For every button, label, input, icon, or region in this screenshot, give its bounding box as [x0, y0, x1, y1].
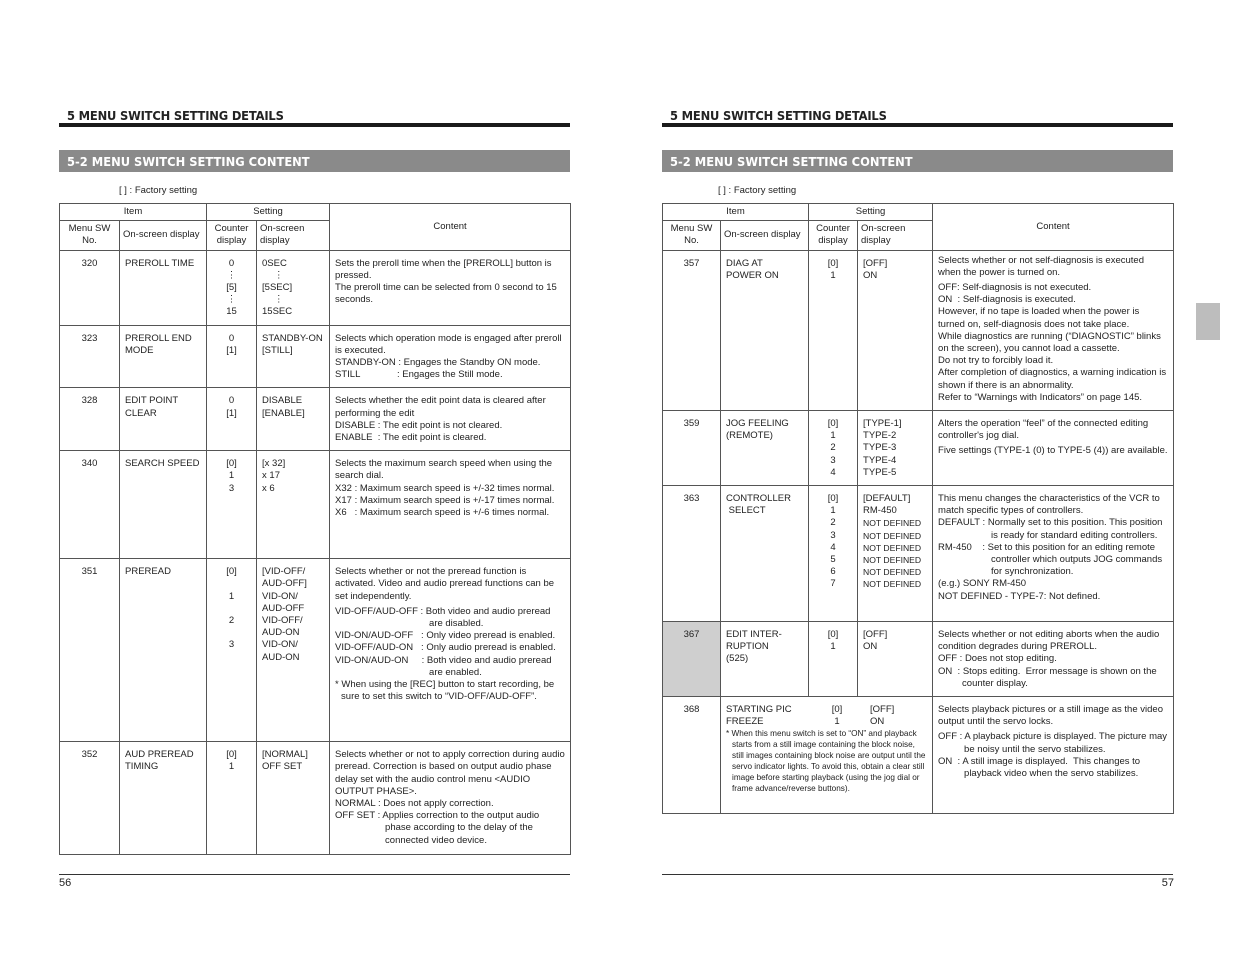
page-number-right: 57	[1161, 877, 1174, 889]
setting-display-values: [OFF] ON	[858, 622, 933, 697]
factory-setting-note: [ ] : Factory setting	[119, 185, 198, 196]
subsection-title: 5-2 MENU SWITCH SETTING CONTENT	[670, 154, 913, 169]
chapter-side-tab	[1196, 303, 1220, 340]
content-description: Selects whether the edit point data is cleared after performing the edit DISABLE : The edit point is not cleared. ENABLE : The edit point is cleared.	[330, 388, 571, 451]
setting-display-values: STANDBY-ON [STILL]	[257, 325, 330, 388]
header-content: Content	[933, 204, 1174, 251]
item-display: SEARCH SPEED	[120, 451, 207, 559]
section-rule	[59, 123, 570, 127]
menu-sw-number: 352	[60, 742, 120, 855]
menu-sw-number: 357	[663, 250, 721, 410]
setting-display-values: 0SEC ⋮ [5SEC] ⋮ 15SEC	[257, 250, 330, 325]
counter-values: [0] 1 2 3 4	[809, 411, 858, 486]
counter-values: [0] 1 2 3 4 5 6 7	[809, 486, 858, 622]
table-row	[60, 388, 571, 451]
section-title: 5 MENU SWITCH SETTING DETAILS	[67, 108, 284, 123]
header-setting: Setting	[809, 204, 933, 221]
item-display: PREROLL END MODE	[120, 325, 207, 388]
setting-display-values: [TYPE-1] TYPE-2 TYPE-3 TYPE-4 TYPE-5	[858, 411, 933, 486]
setting-display-values: [VID-OFF/ AUD-OFF] VID-ON/ AUD-OFF VID-OFF/ AUD-ON VID-ON/ AUD-ON	[257, 559, 330, 742]
header-on-screen-display-setting: On-screen display	[858, 221, 933, 250]
subsection-title: 5-2 MENU SWITCH SETTING CONTENT	[67, 154, 310, 169]
menu-sw-number: 368	[663, 697, 721, 814]
left-page	[59, 0, 571, 954]
counter-values: [0] 1	[809, 622, 858, 697]
item-display: DIAG AT POWER ON	[721, 250, 809, 410]
item-display: STARTING PIC FREEZE [0] 1 [OFF] ON * When this menu switch is set to “ON” and playback starts from a still image containing the block noise, still images containing block noise are output until the servo indicator lights. To avoid this, obtain a clear still image before starting playback (using the jog dial or frame advance/reverse buttons).	[721, 697, 933, 814]
counter-values: 0 ⋮ [5] ⋮ 15	[207, 250, 257, 325]
setting-display-values: [NORMAL] OFF SET	[257, 742, 330, 855]
table-row	[60, 451, 571, 559]
header-content: Content	[330, 204, 571, 251]
usage-note: * When this menu switch is set to “ON” and playback starts from a still image containing the block noise, still images containing block noise are output until the servo indicator lights. To avoid this, obtain a clear still image before starting playback (using the jog dial or frame advance/reverse buttons).	[726, 729, 926, 794]
menu-sw-number: 323	[60, 325, 120, 388]
item-display: EDIT POINT CLEAR	[120, 388, 207, 451]
section-rule	[662, 123, 1173, 127]
content-description: Selects whether or not editing aborts when the audio condition degrades during PREROLL. OFF : Does not stop editing. ON : Stops editing. Error message is shown on the counter display.	[933, 622, 1174, 697]
table-row	[60, 559, 571, 742]
table-row	[60, 742, 571, 855]
item-display: PREROLL TIME	[120, 250, 207, 325]
menu-sw-number: 320	[60, 250, 120, 325]
factory-setting-note: [ ] : Factory setting	[718, 185, 797, 196]
setting-display-values: [x 32] x 17 x 6	[257, 451, 330, 559]
menu-sw-number: 340	[60, 451, 120, 559]
setting-display-values: [OFF] ON	[858, 250, 933, 410]
content-description: Selects whether or not self-diagnosis is executed when the power is turned on. OFF: Self-diagnosis is not executed. ON : Self-diagnosis is executed. However, if no tape is loaded when the power is turned on, self-diagnosis does not take place. While diagnostics are running (“DIAGNOSTIC” blinks on the screen), you cannot load a cassette. Do not try to forcibly load it. After completion of diagnostics, a warning indication is shown if there is an abnormality. Refer to “Warnings with Indicators” on page 145.	[933, 250, 1174, 410]
header-menu-sw-no: Menu SW No.	[663, 221, 721, 250]
header-counter-display: Counter display	[809, 221, 858, 250]
menu-sw-number: 359	[663, 411, 721, 486]
menu-sw-number: 328	[60, 388, 120, 451]
footer-rule	[59, 874, 570, 875]
footer-rule	[662, 874, 1173, 875]
menu-switch-table-left	[59, 203, 571, 855]
right-page	[662, 0, 1174, 954]
table-row	[663, 697, 1174, 814]
menu-sw-number: 351	[60, 559, 120, 742]
counter-values: 0 [1]	[207, 388, 257, 451]
subsection-bar	[662, 150, 1173, 172]
content-description: This menu changes the characteristics of the VCR to match specific types of controllers. DEFAULT : Normally set to this position. This position is ready for standard editing controllers. RM-450 : Set to this position for an editing remote controller which outputs JOG commands for synchronization. (e.g.) SONY RM-450 NOT DEFINED - TYPE-7: Not defined.	[933, 486, 1174, 622]
section-title: 5 MENU SWITCH SETTING DETAILS	[670, 108, 887, 123]
counter-values: [0] 1 2 3	[207, 559, 257, 742]
setting-display-values: [DEFAULT] RM-450 NOT DEFINED NOT DEFINED NOT DEFINED NOT DEFINED NOT DEFINED NOT DEFINED	[858, 486, 933, 622]
content-description: Sets the preroll time when the [PREROLL] button is pressed. The preroll time can be selected from 0 second to 15 seconds.	[330, 250, 571, 325]
content-description: Selects playback pictures or a still image as the video output until the servo locks. OFF : A playback picture is displayed. The picture may be noisy until the servo stabilizes. ON : A still image is displayed. This changes to playback video when the servo stabilizes.	[933, 697, 1174, 814]
counter-values: 0 [1]	[207, 325, 257, 388]
header-item: Item	[663, 204, 809, 221]
header-item: Item	[60, 204, 207, 221]
header-on-screen-display-setting: On-screen display	[257, 221, 330, 250]
content-description: Alters the operation “feel” of the connected editing controller's jog dial. Five settings (TYPE-1 (0) to TYPE-5 (4)) are available.	[933, 411, 1174, 486]
item-display: AUD PREREAD TIMING	[120, 742, 207, 855]
counter-values: [0] 1 3	[207, 451, 257, 559]
table-row	[663, 411, 1174, 486]
table-row	[663, 486, 1174, 622]
content-description: Selects whether or not to apply correction during audio preread. Correction is based on output audio phase delay set with the audio control menu <AUDIO OUTPUT PHASE>. NORMAL : Does not apply correction. OFF SET : Applies correction to the output audio phase according to the delay of the connected video device.	[330, 742, 571, 855]
table-row	[663, 250, 1174, 410]
counter-values: [0] 1	[809, 250, 858, 410]
item-display: CONTROLLER SELECT	[721, 486, 809, 622]
menu-sw-number: 363	[663, 486, 721, 622]
item-display: EDIT INTER- RUPTION (525)	[721, 622, 809, 697]
table-row	[663, 622, 1174, 697]
header-on-screen-display: On-screen display	[721, 221, 809, 250]
item-display: JOG FEELING (REMOTE)	[721, 411, 809, 486]
item-display: PREREAD	[120, 559, 207, 742]
menu-switch-table-right	[662, 203, 1174, 814]
menu-sw-number: 367	[663, 622, 721, 697]
header-menu-sw-no: Menu SW No.	[60, 221, 120, 250]
subsection-bar	[59, 150, 570, 172]
header-counter-display: Counter display	[207, 221, 257, 250]
table-row	[60, 250, 571, 325]
content-description: Selects which operation mode is engaged after preroll is executed. STANDBY-ON : Engages the Standby ON mode. STILL : Engages the Still mode.	[330, 325, 571, 388]
setting-display-values: DISABLE [ENABLE]	[257, 388, 330, 451]
content-description: Selects whether or not the preread function is activated. Video and audio preread functions can be set independently. VID-OFF/AUD-OFF : Both video and audio preread are disabled. VID-ON/AUD-OFF : Only video preread is enabled. VID-OFF/AUD-ON : Only audio preread is enabled. VID-ON/AUD-ON : Both video and audio preread are enabled. * When using the [REC] button to start recording, be sure to set this switch to “VID-OFF/AUD-OFF”.	[330, 559, 571, 742]
counter-values: [0] 1	[207, 742, 257, 855]
header-on-screen-display: On-screen display	[120, 221, 207, 250]
table-row	[60, 325, 571, 388]
page-number-left: 56	[59, 877, 72, 889]
content-description: Selects the maximum search speed when using the search dial. X32 : Maximum search speed is +/-32 times normal. X17 : Maximum search speed is +/-17 times normal. X6 : Maximum search speed is +/-6 times normal.	[330, 451, 571, 559]
header-setting: Setting	[207, 204, 330, 221]
